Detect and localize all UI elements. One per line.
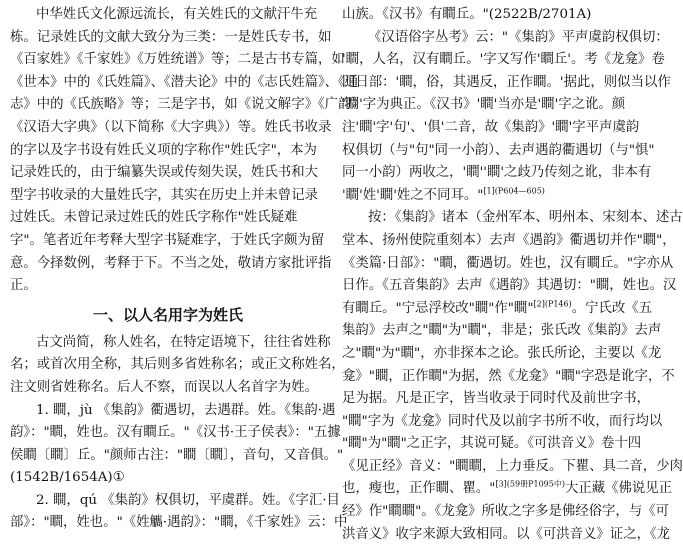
text-line: 同一小韵）两收之，'瞷''瞷'之歧乃传刻之讹，非本有 [342, 165, 652, 181]
citation-ref: [1](P604—605) [483, 186, 545, 196]
text-line: 型字书收录的大量姓氏字，其实在历史上并未曾记录 [10, 187, 318, 203]
right-column [342, 4, 683, 546]
text-line: "瞷"字为《龙龛》同时代及以前字书所不收，而行均以 [342, 413, 663, 429]
text-line: 正。 [10, 278, 37, 294]
text-line: 意。今择数例，考释于下。不当之处，敬请方家批评指 [10, 255, 332, 271]
text-line: 《类篇·日部》："瞷，衢遇切。姓也，汉有瞷丘。"字亦从 [342, 255, 674, 271]
text-span: 有瞷丘。"宁忌浮校改"瞷"作"瞷" [342, 300, 534, 316]
text-line: 之"瞷"为"瞷"，亦非探本之论。张氏所论，主要以《龙 [342, 345, 662, 361]
text-line: 集韵》去声之"瞷"为"瞷"，非是；张氏改《集韵》去声 [342, 323, 662, 339]
text-line: 《百家姓》《千家姓》《万姓统谱》等；二是古书专篇，如 [10, 52, 345, 68]
text-line: 部》："瞷，姓也。"《姓觿·遇韵》："瞷，《千家姓》云：中 [10, 515, 348, 531]
text-line: 按：《集韵》诸本（金州军本、明州本、宋刻本、述古 [368, 210, 683, 226]
text-span: 也，瘦也，正作瞷、瞿。" [342, 481, 496, 497]
text-line: 字"。笔者近年考释大型字书疑难字，于姓氏字颇为留 [10, 232, 325, 248]
text-line: 足为据。凡是正字，皆当收录于同时代及前世字书， [342, 391, 650, 407]
text-line: (1542B/1654A)① [10, 470, 125, 486]
text-line: 《见正经》音义："瞷瞷，上力垂反。下瞿、具二音，少肉 [342, 458, 683, 474]
text-line: 侯瞷〔瞷〕丘。"颜师古注："瞷〔瞷〕，音句，又音俱。" [10, 447, 344, 463]
text-line: 《汉语大字典》（以下简称《大字典》）等。姓氏书收录 [10, 119, 332, 135]
text-line [342, 478, 673, 501]
text-line: 注'瞷'字'句'、'俱'二音，故《集韵》'瞷'字平声虞韵 [342, 119, 640, 135]
text-line: 的字以及字书设有姓氏义项的字称作"姓氏字"，本为 [10, 142, 317, 158]
text-line: 过姓氏。未曾记录过姓氏的姓氏字称作"姓氏疑难 [10, 210, 298, 226]
text-line: 日作。《五音集韵》去声《遇韵》其遇切："瞷，姓也。汉 [342, 278, 677, 294]
text-line: 经》作"瞷瞷"。《龙龛》所收之字多是佛经俗字，与《可 [342, 504, 669, 520]
text-span: 大正藏《佛说见正 [564, 481, 673, 497]
text-line: 四日部：'瞷，俗，其遇反，正作瞷。'据此，则似当以作 [342, 74, 671, 90]
text-line: 栋。记录姓氏的文献大致分为三类：一是姓氏专书，如 [10, 29, 332, 45]
text-line: '瞷'字为典正。《汉书》'瞷'当亦是'瞷'字之讹。颜 [342, 97, 626, 113]
text-line: 龛》"瞷，正作瞷"为据，然《龙龛》"瞷"字恐是讹字，不 [342, 368, 675, 384]
text-line: 注文则省姓称名。后人不察，而误以人名首字为姓。 [10, 379, 318, 395]
text-line: 韵》："瞷，姓也。汉有瞷丘。"《汉书·王子侯表》："五據 [10, 425, 341, 441]
text-span: '瞷'姓'瞷'姓之不同耳。" [342, 187, 484, 203]
text-span: 。宁氏改《五 [571, 300, 653, 316]
citation-ref: [2](P146) [533, 299, 572, 309]
text-line: 古文尚简，称人姓名，在特定语境下，往往省姓称 [36, 334, 331, 350]
text-line: 2. 瞷，qú 《集韵》权俱切，平虞群。姓。《字汇·目 [36, 492, 340, 508]
text-line: 中华姓氏文化源远流长，有关姓氏的文献汗牛充 [36, 7, 318, 22]
text-line [342, 185, 662, 208]
text-line: 志》中的《氏族略》等；三是字书，如《说文解字》《广韵》 [10, 97, 365, 113]
citation-ref: [3](59册P1095中) [495, 480, 565, 489]
text-line: 《汉语俗字丛考》云："《集韵》平声虞韵权俱切： [368, 29, 669, 45]
left-column [10, 4, 365, 535]
text-line: 记录姓氏的，由于编纂失误或传刻失误，姓氏书和大 [10, 165, 318, 181]
text-line: 1. 瞷，jù 《集韵》衢遇切，去遇群。姓。《集韵·遇 [36, 402, 336, 418]
text-line: 《世本》中的《氏姓篇》、《潜夫论》中的《志氏姓篇》、《通 [10, 74, 359, 90]
text-line: 名；或首次用全称，其后则多省姓称名；或正文称姓名， [10, 357, 345, 373]
text-line: 权俱切（与"句"同一小韵）、去声遇韵衢遇切（与"惧" [342, 142, 655, 158]
text-line: "瞷"为"瞷"之正字，其说可疑。《可洪音义》卷十四 [342, 436, 642, 452]
text-line: 山族。《汉书》有瞷丘。"(2522B/2701A) [342, 7, 592, 22]
text-line: 洪音义》收字来源大致相同。以《可洪音义》证之，《龙 [342, 526, 671, 542]
text-line: 堂本、扬州使院重刻本）去声《遇韵》衢遇切并作"瞷"， [342, 232, 676, 248]
section-heading: 一、以人名用字为姓氏 [92, 305, 243, 324]
text-line [342, 298, 662, 321]
text-line: '瞷，人名，汉有瞷丘。'字又写作'瞷丘'。考《龙龛》卷 [342, 52, 665, 68]
